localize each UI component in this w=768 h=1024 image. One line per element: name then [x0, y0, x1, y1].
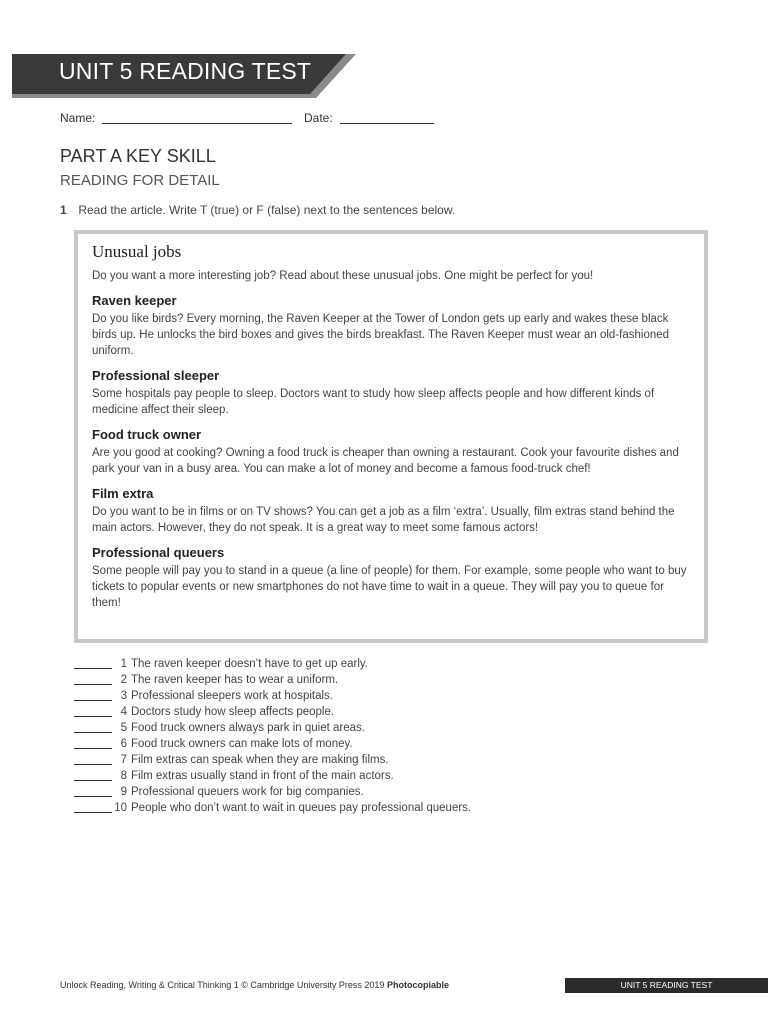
- statement-item: [74, 736, 714, 752]
- name-label: Name:: [60, 111, 96, 125]
- statement-item: [74, 752, 714, 768]
- answer-blank[interactable]: [74, 732, 112, 733]
- statement-number: 8: [120, 770, 127, 782]
- statement-number: 4: [120, 706, 127, 718]
- article-title: Unusual jobs: [92, 242, 182, 261]
- statement-item: [74, 688, 714, 704]
- name-field[interactable]: [102, 123, 292, 124]
- section-heading-professional-sleeper: Professional sleeper: [92, 368, 220, 383]
- page-title: UNIT 5 READING TEST: [59, 58, 312, 84]
- statement-number: 5: [120, 722, 127, 734]
- section-heading-professional-queuers: Professional queuers: [92, 545, 225, 560]
- instruction-number: 1: [60, 203, 67, 217]
- answer-blank[interactable]: [74, 684, 112, 685]
- statement-number: 10: [114, 802, 127, 814]
- statement-number: 6: [120, 738, 127, 750]
- statement-text: People who don’t want to wait in queues pay professional queuers.: [131, 802, 472, 814]
- answer-blank[interactable]: [74, 748, 112, 749]
- instruction-text: Read the article. Write T (true) or F (false) next to the sentences below.: [78, 203, 456, 217]
- section-heading-raven-keeper: Raven keeper: [92, 293, 177, 308]
- date-field[interactable]: [340, 123, 434, 124]
- statement-item: [74, 768, 714, 784]
- section-heading-film-extra: Film extra: [92, 486, 154, 501]
- statement-item: [74, 720, 714, 736]
- article-box: [74, 230, 708, 643]
- statement-item: [74, 704, 714, 720]
- statement-text: Film extras can speak when they are making films.: [131, 754, 389, 766]
- date-label: Date:: [304, 111, 333, 125]
- statement-text: Food truck owners always park in quiet areas.: [131, 722, 365, 734]
- statement-list: [74, 656, 714, 816]
- statement-text: The raven keeper has to wear a uniform.: [131, 674, 339, 686]
- answer-blank[interactable]: [74, 812, 112, 813]
- answer-blank[interactable]: [74, 780, 112, 781]
- statement-text: Film extras usually stand in front of the main actors.: [131, 770, 394, 782]
- footer-unit-tab: UNIT 5 READING TEST: [565, 978, 768, 993]
- footer-photocopiable: Photocopiable: [386, 980, 449, 990]
- section-body-raven-keeper: Do you like birds? Every morning, the Raven Keeper at the Tower of London gets up early and wakes these black birds up. He unlocks the bird boxes and gives the birds breakfast. The Raven Keeper must wear an old-fashioned uniform.: [92, 313, 670, 357]
- footer-credit-text: Unlock Reading, Writing & Critical Thinking 1 © Cambridge University Press 2019: [60, 980, 385, 990]
- footer-credit: [60, 980, 449, 990]
- statement-item: [74, 672, 714, 688]
- statement-number: 3: [120, 690, 127, 702]
- statement-text: Food truck owners can make lots of money.: [131, 738, 353, 750]
- article-intro: Do you want a more interesting job? Read about these unusual jobs. One might be perfect for you!: [92, 270, 594, 282]
- statement-number: 1: [120, 658, 127, 670]
- statement-number: 2: [120, 674, 127, 686]
- statement-text: Professional queuers work for big companies.: [131, 786, 364, 798]
- statement-text: Professional sleepers work at hospitals.: [131, 690, 333, 702]
- part-title: PART A KEY SKILL: [60, 146, 216, 166]
- statement-text: The raven keeper doesn’t have to get up early.: [131, 658, 368, 670]
- section-body-film-extra: Do you want to be in films or on TV shows? You can get a job as a film ‘extra’. Usually, film extras stand behind the main actors. However, they do not speak. It is a great way to meet some famous actors!: [92, 506, 675, 534]
- statement-item: [74, 800, 714, 816]
- answer-blank[interactable]: [74, 716, 112, 717]
- answer-blank[interactable]: [74, 668, 112, 669]
- answer-blank[interactable]: [74, 796, 112, 797]
- section-body-professional-sleeper: Some hospitals pay people to sleep. Doctors want to study how sleep affects people and how different kinds of medicine affect their sleep.: [92, 388, 655, 416]
- instruction: [60, 203, 455, 217]
- section-heading-food-truck-owner: Food truck owner: [92, 427, 202, 442]
- section-body-food-truck-owner: Are you good at cooking? Owning a food truck is cheaper than owning a restaurant. Cook your favourite dishes and park your van in a busy area. You can make a lot of money and become a famous food-truck chef!: [92, 447, 679, 475]
- statement-text: Doctors study how sleep affects people.: [131, 706, 335, 718]
- part-subtitle: READING FOR DETAIL: [60, 172, 220, 189]
- section-body-professional-queuers: Some people will pay you to stand in a queue (a line of people) for them. For example, some people who want to buy tickets to popular events or new smartphones do not have time to wait in a queue. They will pay you to queue for them!: [92, 565, 687, 609]
- statement-number: 9: [120, 786, 127, 798]
- statement-item: [74, 784, 714, 800]
- title-banner: [12, 54, 362, 98]
- answer-blank[interactable]: [74, 764, 112, 765]
- answer-blank[interactable]: [74, 700, 112, 701]
- statement-number: 7: [120, 754, 127, 766]
- statement-item: [74, 656, 714, 672]
